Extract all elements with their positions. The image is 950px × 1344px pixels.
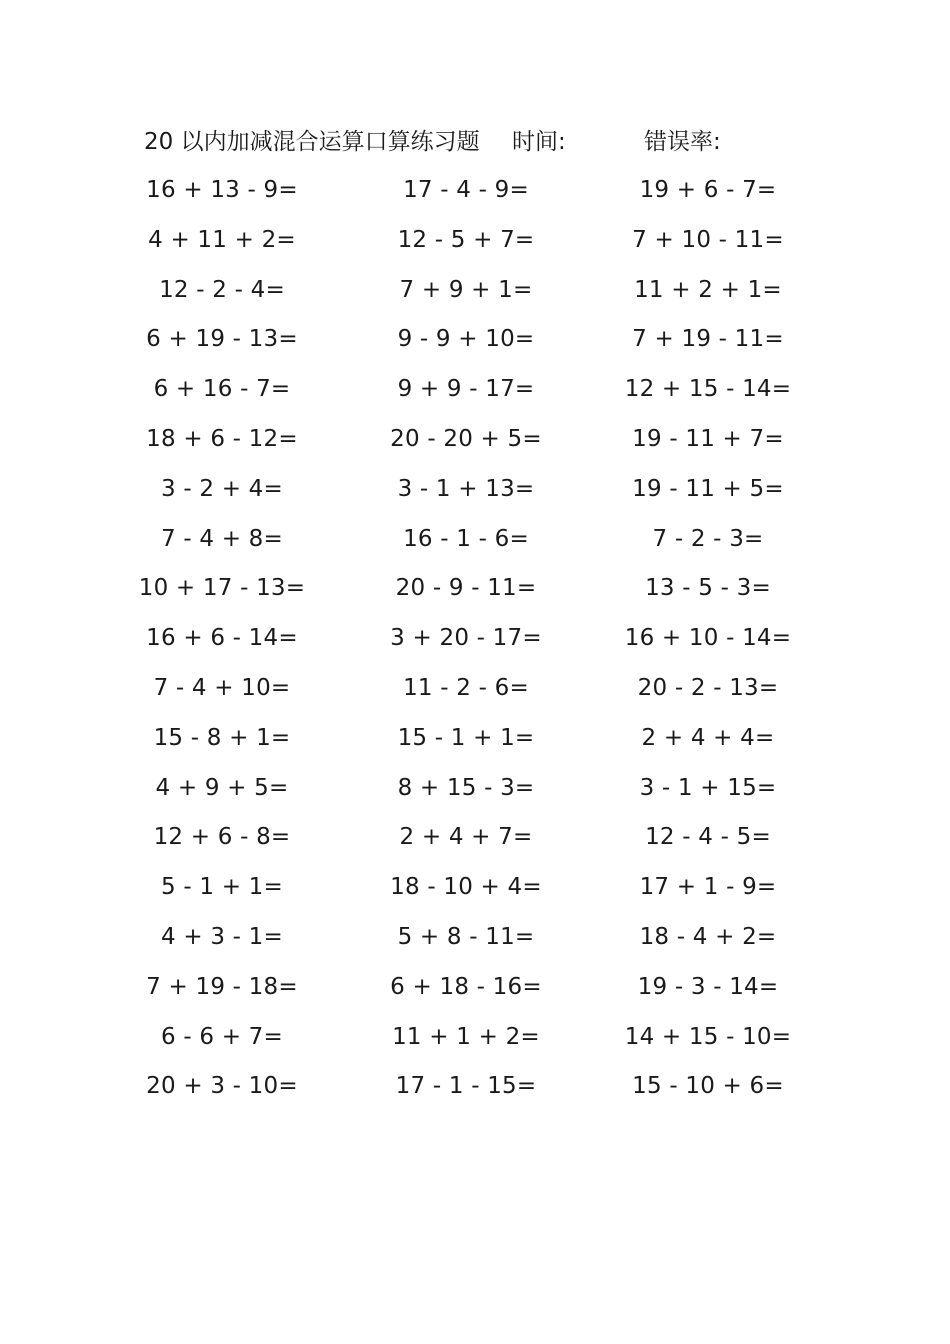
arithmetic-problem: 4 + 3 - 1= [161, 923, 283, 950]
arithmetic-problem: 7 + 19 - 11= [632, 326, 784, 353]
worksheet-header [144, 124, 844, 160]
arithmetic-problem: 17 + 1 - 9= [639, 874, 777, 901]
arithmetic-problem: 12 - 4 - 5= [645, 824, 771, 851]
arithmetic-problem: 20 + 3 - 10= [146, 1073, 298, 1100]
arithmetic-problem: 13 - 5 - 3= [645, 575, 771, 602]
arithmetic-problem: 7 - 4 + 10= [153, 674, 291, 701]
arithmetic-problem: 20 - 20 + 5= [390, 425, 542, 452]
problem-row [0, 220, 950, 270]
arithmetic-problem: 5 - 1 + 1= [161, 874, 283, 901]
arithmetic-problem: 17 - 4 - 9= [403, 177, 529, 203]
problem-row [0, 319, 950, 369]
arithmetic-problem: 3 - 1 + 15= [639, 774, 777, 801]
arithmetic-problem: 3 + 20 - 17= [390, 625, 542, 652]
arithmetic-problem: 6 - 6 + 7= [161, 1023, 283, 1050]
arithmetic-problem: 3 - 2 + 4= [161, 475, 283, 502]
problem-row [0, 967, 950, 1017]
arithmetic-problem: 11 - 2 - 6= [403, 674, 529, 701]
arithmetic-problem: 14 + 15 - 10= [624, 1023, 792, 1050]
arithmetic-problem: 6 + 16 - 7= [153, 376, 291, 403]
arithmetic-problem: 4 + 9 + 5= [155, 774, 289, 801]
problem-row [0, 618, 950, 668]
problem-row [0, 917, 950, 967]
arithmetic-problem: 12 + 6 - 8= [153, 824, 291, 851]
problem-row [0, 419, 950, 469]
problem-row [0, 867, 950, 917]
arithmetic-problem: 16 + 10 - 14= [624, 625, 792, 652]
arithmetic-problem: 6 + 19 - 13= [146, 326, 298, 353]
arithmetic-problem: 18 - 10 + 4= [390, 874, 542, 901]
error-rate-label: 错误率: [644, 129, 721, 155]
arithmetic-problem: 12 + 15 - 14= [624, 376, 792, 403]
arithmetic-problem: 9 + 9 - 17= [397, 376, 535, 403]
arithmetic-problem: 3 - 1 + 13= [397, 475, 535, 502]
problem-grid [0, 170, 950, 1116]
arithmetic-problem: 17 - 1 - 15= [395, 1073, 537, 1100]
problem-row [0, 519, 950, 569]
arithmetic-problem: 15 - 10 + 6= [632, 1073, 784, 1100]
arithmetic-problem: 8 + 15 - 3= [397, 774, 535, 801]
problem-row [0, 668, 950, 718]
arithmetic-problem: 12 - 2 - 4= [159, 276, 285, 303]
arithmetic-problem: 19 - 3 - 14= [637, 973, 779, 1000]
arithmetic-problem: 7 + 9 + 1= [399, 276, 533, 303]
arithmetic-problem: 12 - 5 + 7= [397, 226, 535, 253]
arithmetic-problem: 19 + 6 - 7= [639, 177, 777, 203]
arithmetic-problem: 11 + 2 + 1= [634, 276, 782, 303]
arithmetic-problem: 2 + 4 + 4= [641, 724, 775, 751]
problem-row [0, 568, 950, 618]
problem-row [0, 1066, 950, 1116]
problem-row [0, 768, 950, 818]
arithmetic-problem: 15 - 8 + 1= [153, 724, 291, 751]
arithmetic-problem: 7 - 4 + 8= [161, 525, 283, 552]
arithmetic-problem: 9 - 9 + 10= [397, 326, 535, 353]
arithmetic-problem: 6 + 18 - 16= [390, 973, 542, 1000]
arithmetic-problem: 16 + 13 - 9= [146, 177, 298, 203]
arithmetic-problem: 11 + 1 + 2= [392, 1023, 540, 1050]
arithmetic-problem: 7 - 2 - 3= [652, 525, 764, 552]
problem-row [0, 1017, 950, 1067]
arithmetic-problem: 19 - 11 + 5= [632, 475, 784, 502]
arithmetic-problem: 2 + 4 + 7= [399, 824, 533, 851]
arithmetic-problem: 15 - 1 + 1= [397, 724, 535, 751]
problem-row [0, 718, 950, 768]
arithmetic-problem: 10 + 17 - 13= [138, 575, 306, 602]
problem-row [0, 817, 950, 867]
problem-row [0, 270, 950, 320]
worksheet-title: 20 以内加减混合运算口算练习题 [144, 129, 480, 155]
arithmetic-problem: 7 + 10 - 11= [632, 226, 784, 253]
arithmetic-problem: 5 + 8 - 11= [397, 923, 535, 950]
arithmetic-problem: 20 - 2 - 13= [637, 674, 779, 701]
problem-row [0, 369, 950, 419]
arithmetic-problem: 4 + 11 + 2= [148, 226, 296, 253]
arithmetic-problem: 7 + 19 - 18= [146, 973, 298, 1000]
problem-row [0, 469, 950, 519]
arithmetic-problem: 20 - 9 - 11= [395, 575, 537, 602]
arithmetic-problem: 16 + 6 - 14= [146, 625, 298, 652]
time-label: 时间: [512, 129, 566, 155]
arithmetic-problem: 18 + 6 - 12= [146, 425, 298, 452]
problem-row [0, 170, 950, 220]
arithmetic-problem: 18 - 4 + 2= [639, 923, 777, 950]
arithmetic-problem: 16 - 1 - 6= [403, 525, 529, 552]
arithmetic-problem: 19 - 11 + 7= [632, 425, 784, 452]
